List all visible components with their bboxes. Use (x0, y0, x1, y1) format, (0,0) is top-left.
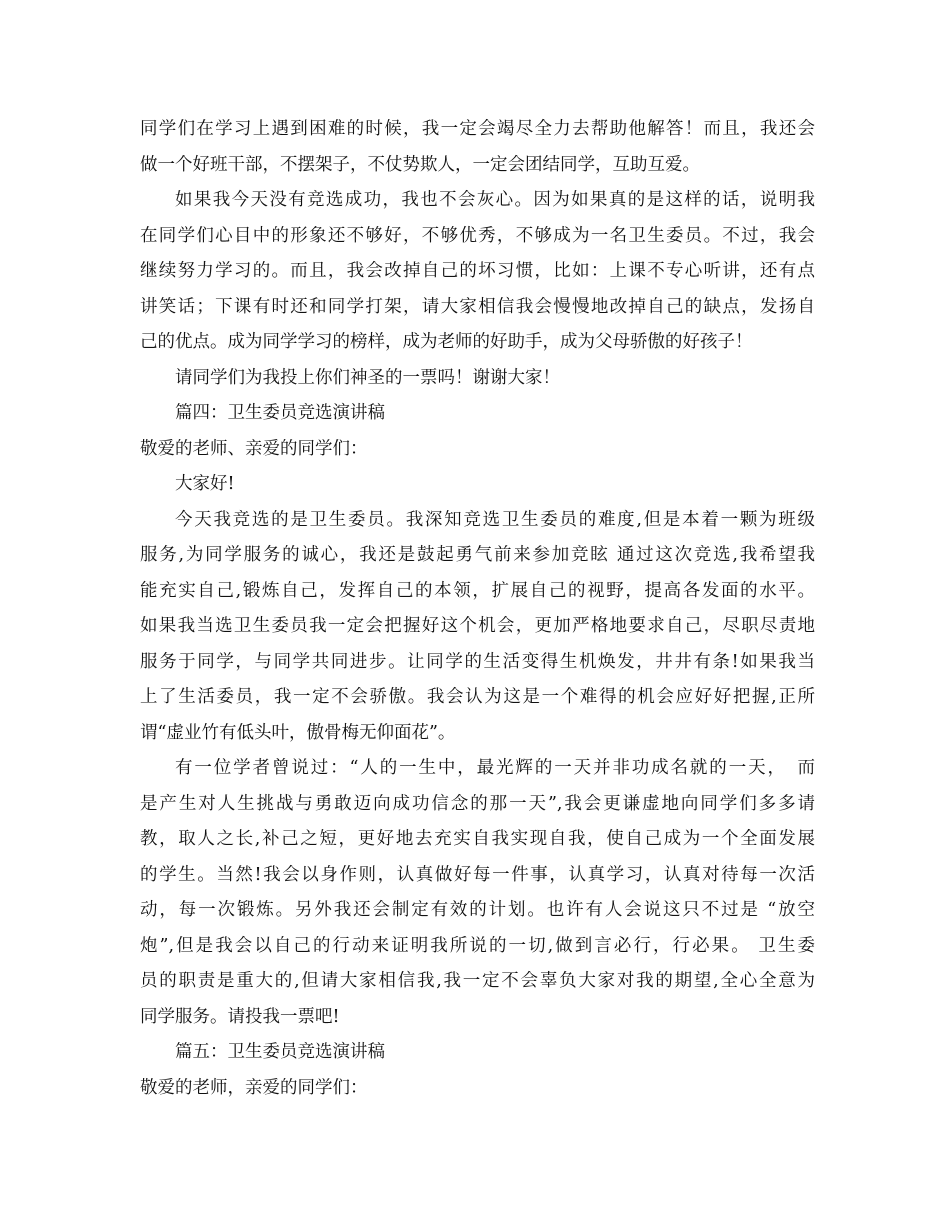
paragraph-start-line: 有一位学者曾说过：“人的一生中，最光辉的一天并非功成名就的一天， 而 (175, 758, 815, 778)
paragraph-start-line: 如果我今天没有竞选成功，我也不会灰心。因为如果真的是这样的话，说明我 (175, 190, 815, 210)
text-line: 同学服务。请投我一票吧! (140, 1006, 340, 1027)
salutation-line: 敬爱的老师，亲爱的同学们： (140, 1077, 368, 1098)
text-line: 己的优点。成为同学学习的榜样，成为老师的好助手，成为父母骄傲的好孩子！ (140, 332, 753, 352)
text-line: 同学们在学习上遇到困难的时候，我一定会竭尽全力去帮助他解答！而且，我还会 (140, 119, 815, 139)
text-line: 炮”,但是我会以自己的行动来证明我所说的一切,做到言必行，行必果。 卫生委 (140, 935, 815, 956)
salutation-line: 敬爱的老师、亲爱的同学们： (140, 438, 368, 459)
section-heading-part-4: 篇四：卫生委员竞选演讲稿 (175, 403, 385, 423)
text-line: 讲笑话；下课有时还和同学打架，请大家相信我会慢慢地改掉自己的缺点，发扬自 (140, 296, 815, 317)
paragraph-start-line: 请同学们为我投上你们神圣的一票吗！谢谢大家！ (175, 367, 560, 388)
text-line: 在同学们心目中的形象还不够好，不够优秀，不够成为一名卫生委员。不过，我会 (140, 225, 815, 246)
text-line: 谓“虚业竹有低头叶，傲骨梅无仰面花”。 (140, 722, 456, 743)
section-heading-part-5: 篇五：卫生委员竞选演讲稿 (175, 1042, 385, 1062)
text-line: 服务于同学，与同学共同进步。让同学的生活变得生机焕发，井井有条!如果我当 (140, 651, 815, 672)
text-line: 是产生对人生挑战与勇敢迈向成功信念的那一天”,我会更谦虚地向同学们多多请 (140, 793, 815, 814)
text-line: 上了生活委员，我一定不会骄傲。我会认为这是一个难得的机会应好好把握,正所 (140, 687, 815, 707)
text-line: 如果我当选卫生委员我一定会把握好这个机会，更加严格地要求自己，尽职尽责地 (140, 616, 815, 636)
text-line: 继续努力学习的。而且，我会改掉自己的坏习惯，比如：上课不专心听讲，还有点 (140, 261, 815, 281)
text-line: 能充实自己,锻炼自己，发挥自己的本领，扩展自己的视野，提高各发面的水平。 (140, 580, 815, 601)
paragraph-start-line: 今天我竞选的是卫生委员。我深知竞选卫生委员的难度,但是本着一颗为班级 (175, 509, 815, 530)
speech-text-body (140, 112, 815, 1106)
text-line: 服务,为同学服务的诚心，我还是鼓起勇气前来参加竞眩 通过这次竞选,我希望我 (140, 545, 815, 565)
greeting-line: 大家好! (175, 474, 235, 494)
text-line: 做一个好班干部，不摆架子，不仗势欺人，一定会团结同学，互助互爱。 (140, 154, 700, 175)
text-line: 动，每一次锻炼。另外我还会制定有效的计划。也许有人会说这只不过是 “放空 (140, 900, 815, 920)
text-line: 教，取人之长,补己之短，更好地去充实自我实现自我，使自己成为一个全面发展 (140, 829, 815, 849)
text-line: 员的职责是重大的,但请大家相信我,我一定不会辜负大家对我的期望,全心全意为 (140, 971, 815, 991)
text-line: 的学生。当然!我会以身作则，认真做好每一件事，认真学习，认真对待每一次活 (140, 864, 815, 885)
